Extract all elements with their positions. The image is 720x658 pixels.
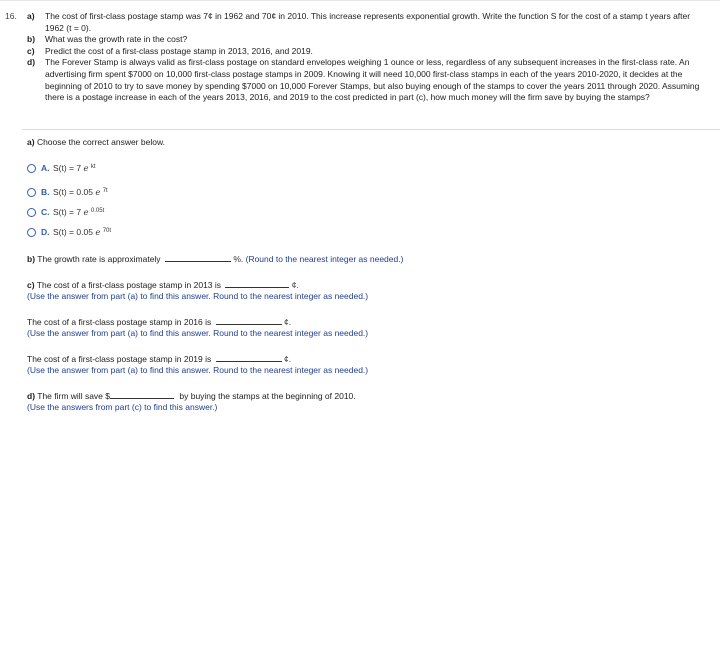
cost-2016-prompt: The cost of a first-class postage stamp in 2016 is [27,317,212,327]
part-d-suffix: by buying the stamps at the beginning of 2010. [179,391,356,401]
part-a-prompt [27,137,165,147]
choice-a[interactable] [27,162,96,174]
cost-2013-input[interactable] [225,278,289,288]
question-part-c [27,46,707,58]
section-divider [22,129,720,130]
part-b-row [27,252,403,264]
cents-unit: ¢. [291,280,299,290]
euler-e: e [83,163,89,174]
part-text: The cost of first-class postage stamp was 7¢ in 1962 and 70¢ in 2010. This increase represents exponential growth. Write the function S for the cost of a stamp t years after 1962 (t = 0). [45,11,691,33]
exponent: 0.05t [90,207,105,214]
part-b-label: b) [27,254,36,264]
part-c-label: c) [27,280,35,290]
cost-2019-row [27,352,291,364]
part-text: The Forever Stamp is always valid as first-class postage on standard envelopes weighing 1 ounce or less, regardless of any subsequent increases in the first-class rate. An advertising firm spent $7000 on 10,000 first-class postage stamps in 2009. Knowing it will need 10,000 first-class stamps in each of the years 2010-2020, it decides at the beginning of 2010 to try to save money by spending $7000 on 10,000 Forever Stamps, but also buying enough of the stamps to cover the years 2011 through 2020. Assuming there is a postage increase in each of the years 2013, 2016, and 2019 to the cost predicted in part (c), how much money will the firm save by buying the stamps? [45,57,700,103]
part-d-hint: (Use the answers from part (c) to find this answer.) [27,402,218,412]
part-text: Predict the cost of a first-class postage stamp in 2013, 2016, and 2019. [45,45,313,56]
question-number: 16. [5,11,17,21]
choice-b[interactable] [27,186,108,198]
part-label: c) [27,45,35,56]
part-text: What was the growth rate in the cost? [45,34,188,45]
cost-2016-input[interactable] [216,315,282,325]
cost-2013-prompt: The cost of a first-class postage stamp in 2013 is [36,280,222,290]
part-d-row [27,389,356,401]
question-part-b [27,34,707,46]
radio-button[interactable] [27,164,36,173]
cost-2019-prompt: The cost of a first-class postage stamp in 2019 is [27,354,212,364]
cost-2013-row [27,278,299,290]
exponent: 70t [102,227,112,234]
euler-e: e [83,207,89,218]
cost-2019-input[interactable] [216,352,282,362]
exponent: 7t [102,187,108,194]
cost-2016-row [27,315,291,327]
cents-unit: ¢. [284,354,292,364]
choice-letter: B. [41,187,50,197]
radio-button[interactable] [27,188,36,197]
radio-button[interactable] [27,228,36,237]
expression-lhs: S(t) = 7 [53,162,82,173]
part-d-prompt: The firm will save $ [37,391,110,401]
euler-e: e [95,227,101,238]
part-label: a) [27,11,35,21]
percent-unit: %. [233,254,244,264]
radio-button[interactable] [27,208,36,217]
growth-rate-input[interactable] [165,252,231,262]
euler-e: e [95,187,101,198]
choice-expression [53,163,96,174]
question-text [27,11,707,104]
choice-letter: A. [41,163,50,173]
part-b-prompt: The growth rate is approximately [37,254,161,264]
choice-expression [53,207,104,218]
cost-2013-hint: (Use the answer from part (a) to find this answer. Round to the nearest integer as needed.) [27,291,369,301]
part-label: b) [27,34,36,45]
cost-2019-hint: (Use the answer from part (a) to find this answer. Round to the nearest integer as needed.) [27,365,369,375]
part-label: d) [27,57,36,68]
question-part-d [27,57,707,103]
expression-lhs: S(t) = 7 [53,206,82,217]
choice-letter: D. [41,227,50,237]
choice-expression [53,227,111,238]
part-a-prompt-text: Choose the correct answer below. [36,137,165,147]
round-hint: (Round to the nearest integer as needed.) [245,254,404,264]
expression-lhs: S(t) = 0.05 [53,186,93,197]
top-border [0,0,720,1]
part-d-label: d) [27,391,36,401]
choice-c[interactable] [27,206,104,218]
exponent: kt [90,163,96,170]
cents-unit: ¢. [284,317,292,327]
choice-expression [53,187,108,198]
cost-2016-hint: (Use the answer from part (a) to find this answer. Round to the nearest integer as needed.) [27,328,369,338]
question-part-a [27,11,707,34]
choice-letter: C. [41,207,50,217]
savings-input[interactable] [110,389,174,399]
choice-d[interactable] [27,226,111,238]
part-a-label: a) [27,137,35,147]
expression-lhs: S(t) = 0.05 [53,226,93,237]
